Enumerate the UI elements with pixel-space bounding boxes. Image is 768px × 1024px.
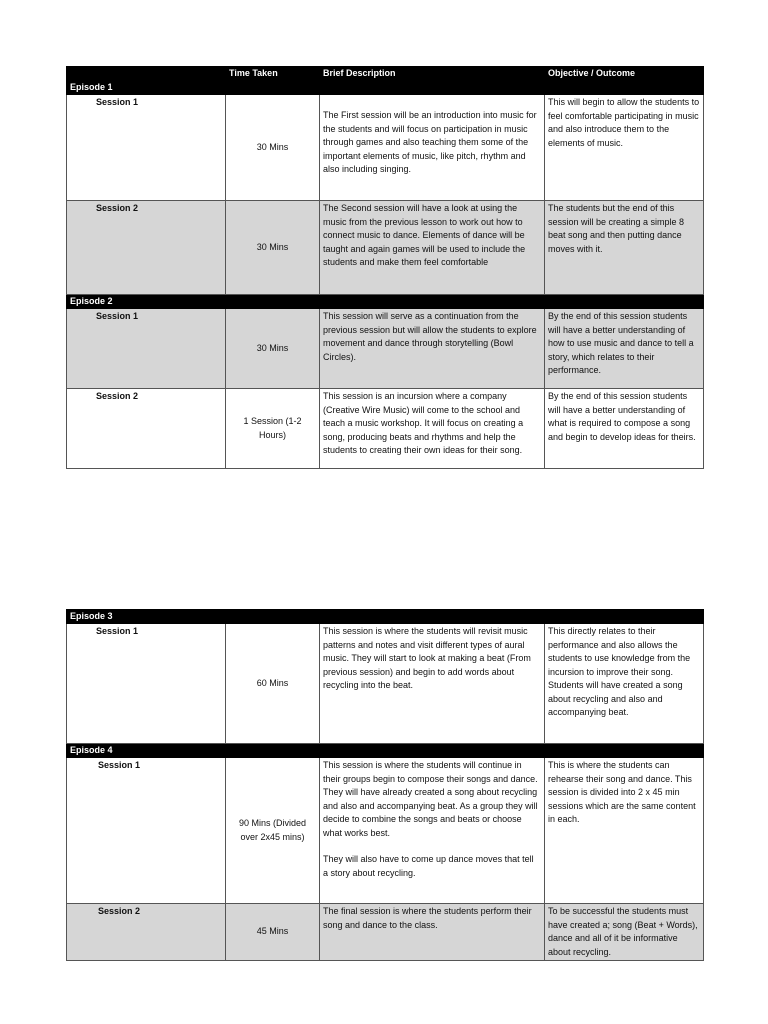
session-time: 30 Mins xyxy=(226,201,320,295)
session-time: 30 Mins xyxy=(226,95,320,201)
episode-1-row xyxy=(67,81,704,95)
session-time: 90 Mins (Divided over 2x45 mins) xyxy=(226,758,320,904)
session-description: The Second session will have a look at using the music from the previous lesson to work out how to connect music to dance. Elements of dance will be taught and again games will be used to include the students and make them feel comfortable xyxy=(320,201,545,295)
session-description: The First session will be an introduction into music for the students and will focus on participation in music through games and also teaching them some of the important elements of music, like pitch, rhythm and also including singing. xyxy=(320,95,545,201)
table-row xyxy=(67,758,704,904)
table-row xyxy=(67,624,704,744)
table-header-row xyxy=(67,67,704,81)
header-brief-description: Brief Description xyxy=(320,67,545,81)
session-objective xyxy=(545,624,704,744)
session-description xyxy=(320,758,545,904)
objective-line: This directly relates to their performance and also allows the students to use knowledge from the incursion to improve their song. xyxy=(548,626,691,677)
session-time: 60 Mins xyxy=(226,624,320,744)
session-name: Session 2 xyxy=(67,389,226,469)
episode-3-row xyxy=(67,610,704,624)
table-row xyxy=(67,201,704,295)
session-name: Session 1 xyxy=(67,624,226,744)
table-row xyxy=(67,904,704,961)
table-row xyxy=(67,95,704,201)
session-name: Session 1 xyxy=(67,95,226,201)
header-time-taken: Time Taken xyxy=(226,67,320,81)
session-name: Session 1 xyxy=(67,309,226,389)
description-paragraph: They will also have to come up dance moves that tell a story about recycling. xyxy=(323,854,534,878)
episode-title: Episode 1 xyxy=(67,81,226,95)
table-row xyxy=(67,389,704,469)
session-time: 30 Mins xyxy=(226,309,320,389)
session-name: Session 2 xyxy=(67,904,226,961)
objective-line: Students will have created a song about recycling and also and accompanying beat. xyxy=(548,680,683,717)
episode-title: Episode 2 xyxy=(67,295,226,309)
session-objective: This will begin to allow the students to feel comfortable participating in music and also introduce them to the elements of music. xyxy=(545,95,704,201)
session-objective: The students but the end of this session will be creating a simple 8 beat song and then putting dance moves with it. xyxy=(545,201,704,295)
session-objective: This is where the students can rehearse their song and dance. This session is divided into 2 x 45 min sessions which are the same content in each. xyxy=(545,758,704,904)
description-paragraph: This session is where the students will continue in their groups begin to compose their songs and dance. They will have already created a song about recycling and also and accompanying beat. As a group they will decide to combine the songs and beats or choose what works best. xyxy=(323,760,538,838)
episode-4-row xyxy=(67,744,704,758)
episode-title: Episode 4 xyxy=(67,744,226,758)
episode-2-row xyxy=(67,295,704,309)
session-description: This session is where the students will revisit music patterns and notes and visit different types of aural music. They will start to look at making a beat (From previous session) and begin to add words about recycling into the beat. xyxy=(320,624,545,744)
session-time: 1 Session (1-2 Hours) xyxy=(226,389,320,469)
header-blank-cell xyxy=(67,67,226,81)
lesson-plan-table-2 xyxy=(66,609,704,961)
episode-title: Episode 3 xyxy=(67,610,226,624)
session-description: The final session is where the students perform their song and dance to the class. xyxy=(320,904,545,961)
session-objective: By the end of this session students will have a better understanding of what is required to compose a song and begin to develop ideas for theirs. xyxy=(545,389,704,469)
session-name: Session 1 xyxy=(67,758,226,904)
session-description: This session is an incursion where a company (Creative Wire Music) will come to the school and teach a music workshop. It will focus on creating a song, producing beats and rhythms and help the students to creating their own ideas for their song. xyxy=(320,389,545,469)
session-description: This session will serve as a continuation from the previous session but will allow the students to explore movement and dance through storytelling (Bowl Circles). xyxy=(320,309,545,389)
session-objective: To be successful the students must have created a; song (Beat + Words), dance and all of it be informative about recycling. xyxy=(545,904,704,961)
header-objective-outcome: Objective / Outcome xyxy=(545,67,704,81)
session-objective: By the end of this session students will have a better understanding of how to use music and dance to tell a story, which relates to their performance. xyxy=(545,309,704,389)
table-row xyxy=(67,309,704,389)
session-time: 45 Mins xyxy=(226,904,320,961)
lesson-plan-table-1 xyxy=(66,66,704,469)
session-name: Session 2 xyxy=(67,201,226,295)
